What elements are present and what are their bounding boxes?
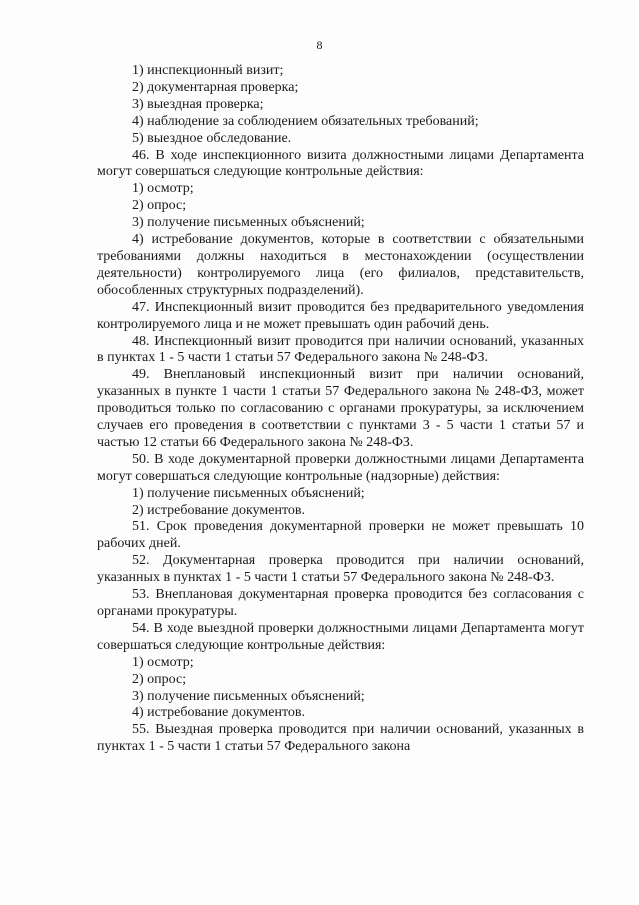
list-item-inspection: 1) осмотр; [132, 181, 194, 197]
paragraph-48: 48. Инспекционный визит проводится при наличии оснований, указанных в пунктах 1 - 5 части 1 статьи 57 Федерального закона № 248-ФЗ. [97, 333, 584, 366]
paragraph-50: 50. В ходе документарной проверки должностными лицами Департамента могут совершаться следующие контрольные (надзорные) действия: [97, 451, 584, 484]
list-item-survey-2: 2) опрос; [132, 671, 187, 687]
list-item-field-survey: 5) выездное обследование. [132, 130, 292, 146]
document-body [97, 63, 584, 756]
paragraph-49: 49. Внеплановый инспекционный визит при наличии оснований, указанных в пункте 1 части 1 статьи 57 Федерального закона № 248-ФЗ, может проводиться только по согласованию с органами прокуратуры, за исключением случаев его проведения в соответствии с пунктами 3 - 5 части 1 статьи 57 и частью 12 статьи 66 Федерального закона № 248-ФЗ. [97, 367, 584, 450]
list-item-inspection-2: 1) осмотр; [132, 654, 194, 670]
list-item-document-request-long: 4) истребование документов, которые в соответствии с обязательными требованиями должны находиться в местонахождении (осуществлении деятельности) контролируемого лица (его филиалов, представительств, обособленных структурных подразделений). [97, 232, 584, 298]
list-item-survey: 2) опрос; [132, 198, 187, 214]
paragraph-55: 55. Выездная проверка проводится при наличии оснований, указанных в пунктах 1 - 5 части 1 статьи 57 Федерального закона [97, 722, 584, 755]
list-item-documentary-check: 2) документарная проверка; [132, 79, 299, 95]
paragraph-47: 47. Инспекционный визит проводится без предварительного уведомления контролируемого лица и не может превышать один рабочий день. [97, 299, 584, 332]
list-item-observation: 4) наблюдение за соблюдением обязательных требований; [132, 113, 479, 129]
paragraph-53: 53. Внеплановая документарная проверка проводится без согласования с органами прокуратуры. [97, 587, 584, 619]
paragraph-51: 51. Срок проведения документарной проверки не может превышать 10 рабочих дней. [97, 519, 584, 552]
list-item-written-explanations-3: 3) получение письменных объяснений; [132, 688, 365, 704]
paragraph-54: 54. В ходе выездной проверки должностными лицами Департамента могут совершаться следующие контрольные действия: [97, 620, 584, 653]
list-item-document-request-2: 4) истребование документов. [132, 705, 305, 721]
list-item-document-request: 2) истребование документов. [132, 502, 305, 518]
list-item-written-explanations: 3) получение письменных объяснений; [132, 215, 365, 231]
list-item-written-explanations-2: 1) получение письменных объяснений; [132, 485, 365, 501]
list-item-inspection-visit: 1) инспекционный визит; [132, 63, 284, 78]
list-item-field-check: 3) выездная проверка; [132, 96, 264, 112]
paragraph-52: 52. Документарная проверка проводится при наличии оснований, указанных в пунктах 1 - 5 части 1 статьи 57 Федерального закона № 248-ФЗ. [97, 553, 584, 586]
paragraph-46: 46. В ходе инспекционного визита должностными лицами Департамента могут совершаться следующие контрольные действия: [97, 147, 584, 180]
page-number: 8 [316, 38, 323, 52]
